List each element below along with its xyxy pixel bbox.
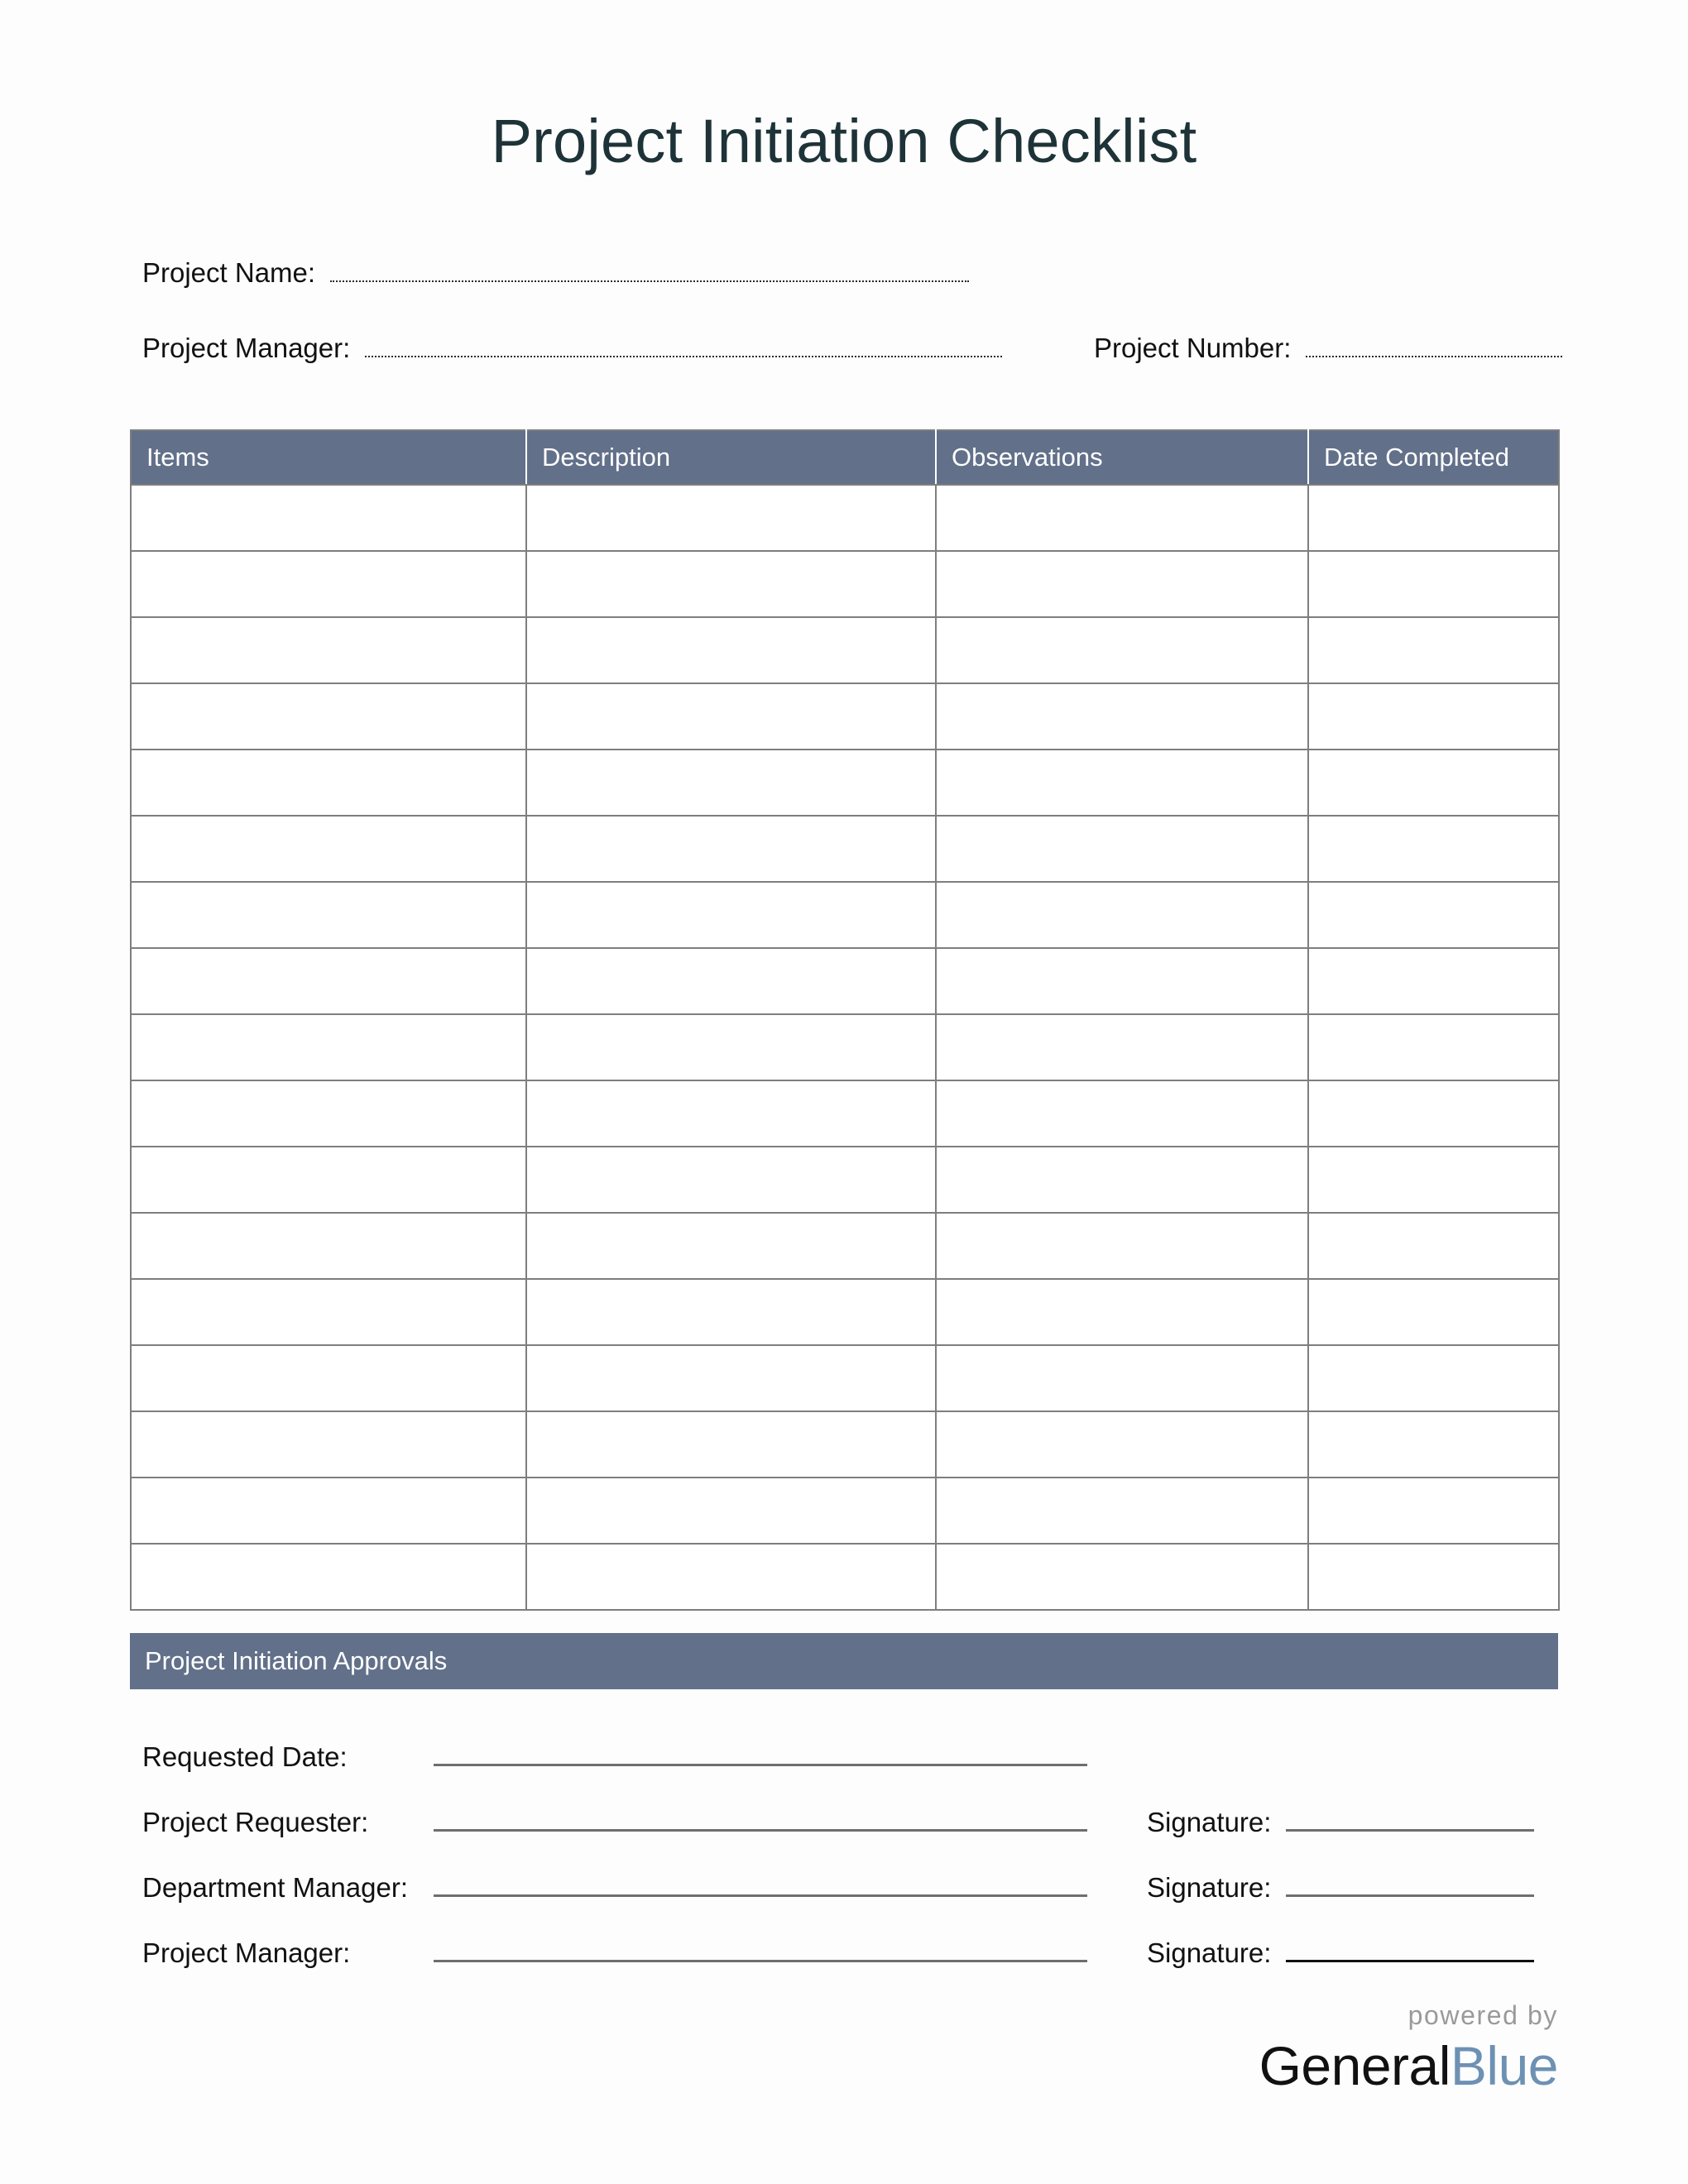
table-cell-date_completed[interactable] — [1308, 1213, 1559, 1279]
table-cell-observations[interactable] — [936, 617, 1308, 683]
table-cell-description[interactable] — [526, 1080, 936, 1147]
table-cell-items[interactable] — [131, 948, 526, 1014]
signature-label-project-manager: Signature: — [1147, 1937, 1272, 1968]
approval-input-requested-date[interactable] — [434, 1736, 1087, 1766]
signature-label-project-requester: Signature: — [1147, 1807, 1272, 1837]
table-cell-description[interactable] — [526, 1345, 936, 1411]
field-project-number — [1094, 329, 1562, 364]
table-cell-date_completed[interactable] — [1308, 617, 1559, 683]
table-cell-description[interactable] — [526, 551, 936, 617]
table-cell-description[interactable] — [526, 750, 936, 816]
checklist-table — [130, 429, 1560, 1611]
table-row — [131, 683, 1559, 750]
table-cell-date_completed[interactable] — [1308, 1411, 1559, 1478]
table-cell-items[interactable] — [131, 882, 526, 948]
table-cell-description[interactable] — [526, 882, 936, 948]
table-cell-date_completed[interactable] — [1308, 948, 1559, 1014]
table-cell-items[interactable] — [131, 1478, 526, 1544]
table-cell-observations[interactable] — [936, 1478, 1308, 1544]
table-cell-observations[interactable] — [936, 1279, 1308, 1345]
brand-name-general: General — [1259, 2035, 1451, 2096]
table-cell-date_completed[interactable] — [1308, 551, 1559, 617]
approval-row — [142, 1866, 1558, 1931]
table-row — [131, 1345, 1559, 1411]
table-row — [131, 1478, 1559, 1544]
approval-input-department-manager[interactable] — [434, 1866, 1087, 1897]
field-project-manager-input[interactable] — [365, 329, 1002, 357]
table-cell-observations[interactable] — [936, 1147, 1308, 1213]
table-cell-observations[interactable] — [936, 1213, 1308, 1279]
table-row — [131, 1014, 1559, 1080]
signature-input-project-requester[interactable] — [1286, 1801, 1534, 1832]
field-project-number-input[interactable] — [1306, 329, 1562, 357]
table-cell-date_completed[interactable] — [1308, 750, 1559, 816]
table-cell-observations[interactable] — [936, 485, 1308, 551]
table-cell-observations[interactable] — [936, 948, 1308, 1014]
approval-input-project-manager[interactable] — [434, 1932, 1087, 1962]
table-cell-items[interactable] — [131, 1213, 526, 1279]
approval-label-project-requester: Project Requester: — [142, 1807, 369, 1837]
approval-label-department-manager: Department Manager: — [142, 1872, 408, 1903]
footer-logo — [1259, 2000, 1558, 2096]
table-cell-items[interactable] — [131, 1345, 526, 1411]
table-row — [131, 1213, 1559, 1279]
table-cell-date_completed[interactable] — [1308, 1478, 1559, 1544]
page-title: Project Initiation Checklist — [491, 107, 1197, 175]
table-row — [131, 1411, 1559, 1478]
table-cell-observations[interactable] — [936, 683, 1308, 750]
table-cell-date_completed[interactable] — [1308, 1014, 1559, 1080]
table-cell-date_completed[interactable] — [1308, 816, 1559, 882]
table-cell-items[interactable] — [131, 1147, 526, 1213]
table-cell-observations[interactable] — [936, 1014, 1308, 1080]
brand-name-blue: Blue — [1450, 2035, 1558, 2096]
table-cell-description[interactable] — [526, 1213, 936, 1279]
table-cell-items[interactable] — [131, 750, 526, 816]
field-project-manager — [142, 329, 1002, 364]
table-cell-observations[interactable] — [936, 1544, 1308, 1610]
table-cell-items[interactable] — [131, 551, 526, 617]
column-header-description[interactable]: Description — [526, 430, 936, 485]
table-cell-items[interactable] — [131, 1014, 526, 1080]
table-cell-observations[interactable] — [936, 750, 1308, 816]
table-cell-items[interactable] — [131, 1279, 526, 1345]
table-cell-description[interactable] — [526, 485, 936, 551]
table-cell-observations[interactable] — [936, 1345, 1308, 1411]
table-cell-date_completed[interactable] — [1308, 1345, 1559, 1411]
field-project-number-label: Project Number: — [1094, 333, 1292, 363]
table-cell-description[interactable] — [526, 617, 936, 683]
table-row — [131, 750, 1559, 816]
table-cell-description[interactable] — [526, 948, 936, 1014]
table-cell-description[interactable] — [526, 1478, 936, 1544]
table-row — [131, 1147, 1559, 1213]
approval-input-project-requester[interactable] — [434, 1801, 1087, 1832]
table-row — [131, 948, 1559, 1014]
table-cell-observations[interactable] — [936, 1080, 1308, 1147]
table-cell-items[interactable] — [131, 1544, 526, 1610]
table-header-row — [131, 430, 1559, 485]
checklist-table-body — [131, 485, 1559, 1610]
table-cell-observations[interactable] — [936, 551, 1308, 617]
column-header-observations[interactable]: Observations — [936, 430, 1308, 485]
table-cell-description[interactable] — [526, 1014, 936, 1080]
table-cell-description[interactable] — [526, 1544, 936, 1610]
generalblue-logo — [1259, 2035, 1558, 2096]
table-cell-date_completed[interactable] — [1308, 882, 1559, 948]
table-cell-date_completed[interactable] — [1308, 1279, 1559, 1345]
table-cell-date_completed[interactable] — [1308, 1080, 1559, 1147]
signature-label-department-manager: Signature: — [1147, 1872, 1272, 1903]
table-cell-observations[interactable] — [936, 1411, 1308, 1478]
table-row — [131, 882, 1559, 948]
table-row — [131, 1080, 1559, 1147]
table-cell-items[interactable] — [131, 485, 526, 551]
table-row — [131, 816, 1559, 882]
field-project-name — [142, 254, 969, 289]
table-cell-observations[interactable] — [936, 816, 1308, 882]
powered-by-label: powered by — [1407, 2000, 1558, 2030]
table-cell-description[interactable] — [526, 1147, 936, 1213]
field-project-name-label: Project Name: — [142, 257, 316, 288]
table-cell-description[interactable] — [526, 816, 936, 882]
approval-label-requested-date: Requested Date: — [142, 1741, 348, 1772]
approval-row — [142, 1736, 1558, 1800]
signature-input-department-manager[interactable] — [1286, 1866, 1534, 1897]
table-cell-items[interactable] — [131, 617, 526, 683]
table-cell-observations[interactable] — [936, 882, 1308, 948]
table-cell-items[interactable] — [131, 816, 526, 882]
column-header-items[interactable]: Items — [131, 430, 526, 485]
table-row — [131, 485, 1559, 551]
table-cell-items[interactable] — [131, 1080, 526, 1147]
table-cell-description[interactable] — [526, 1279, 936, 1345]
column-header-date-completed[interactable]: Date Completed — [1308, 430, 1559, 485]
table-cell-date_completed[interactable] — [1308, 485, 1559, 551]
signature-input-project-manager[interactable] — [1286, 1932, 1534, 1962]
table-cell-description[interactable] — [526, 1411, 936, 1478]
approval-row — [142, 1932, 1558, 1996]
approval-label-project-manager: Project Manager: — [142, 1937, 351, 1968]
field-project-name-input[interactable] — [330, 254, 969, 282]
table-cell-date_completed[interactable] — [1308, 1544, 1559, 1610]
field-project-manager-label: Project Manager: — [142, 333, 351, 363]
table-row — [131, 1279, 1559, 1345]
table-row — [131, 551, 1559, 617]
table-cell-items[interactable] — [131, 683, 526, 750]
table-row — [131, 617, 1559, 683]
table-row — [131, 1544, 1559, 1610]
table-cell-description[interactable] — [526, 683, 936, 750]
approvals-section-banner: Project Initiation Approvals — [130, 1633, 1558, 1689]
approval-row — [142, 1801, 1558, 1866]
table-cell-date_completed[interactable] — [1308, 1147, 1559, 1213]
table-cell-date_completed[interactable] — [1308, 683, 1559, 750]
table-cell-items[interactable] — [131, 1411, 526, 1478]
